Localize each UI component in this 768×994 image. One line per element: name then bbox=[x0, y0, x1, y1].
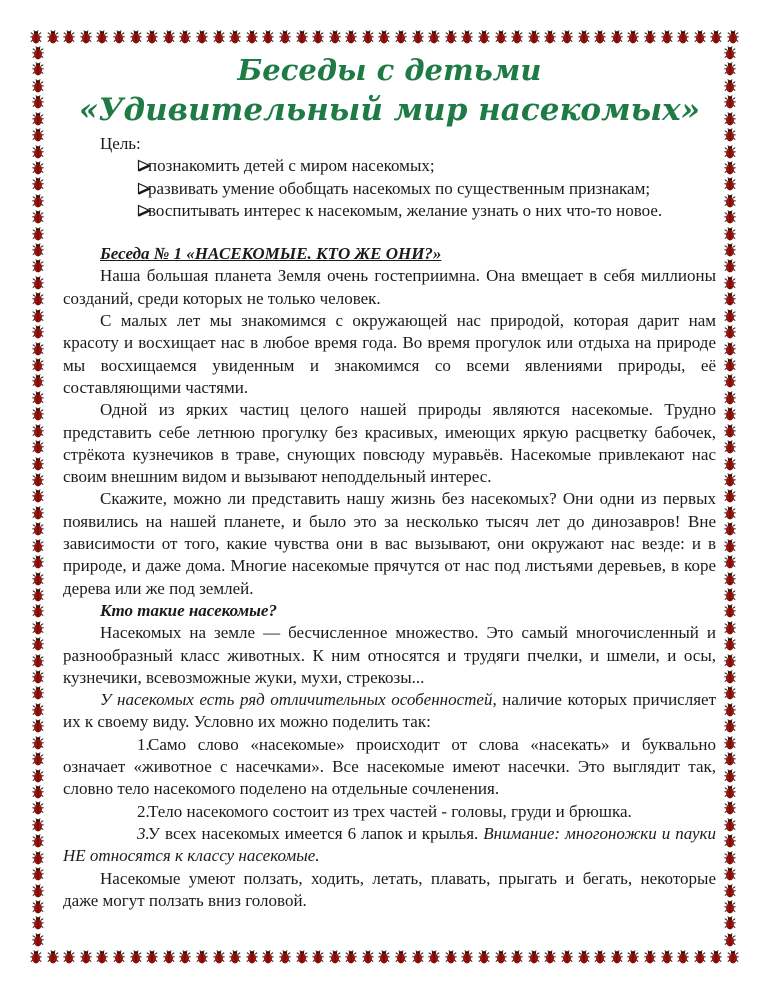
para bbox=[63, 622, 716, 689]
ladybug-icon bbox=[32, 933, 44, 947]
ladybug-icon bbox=[32, 95, 44, 109]
ladybug-icon bbox=[32, 342, 44, 356]
ladybug-icon bbox=[47, 30, 59, 44]
ladybug-icon bbox=[312, 950, 324, 964]
ladybug-icon bbox=[32, 785, 44, 799]
document-title bbox=[63, 48, 716, 130]
ladybug-icon bbox=[32, 407, 44, 421]
ladybug-icon bbox=[32, 161, 44, 175]
title-line-1: Беседы с детьми bbox=[237, 53, 542, 87]
ladybug-icon bbox=[296, 30, 308, 44]
text-run: У насекомых есть ряд отличительных особенностей, bbox=[100, 690, 497, 710]
text-run: Насекомые умеют ползать, ходить, летать, плавать, прыгать и бегать, некоторые даже могут ползать вниз головой. bbox=[63, 868, 716, 910]
ladybug-icon bbox=[378, 950, 390, 964]
ladybug-icon bbox=[644, 950, 656, 964]
ladybug-icon bbox=[611, 30, 623, 44]
goal-bullet-item bbox=[63, 200, 716, 222]
text-run: Скажите, можно ли представить нашу жизнь без насекомых? Они одни из первых появились на нашей планете, и было это за несколько тысяч лет до динозавров! Вне зависимости от того, какие чувства они в вас вызывают, они окружают нас везде: и в природе, и даже дома. Многие насекомые прячутся от нас под листьями деревьев, в коре дерева или же под землей. bbox=[63, 489, 716, 598]
ladybug-icon bbox=[395, 950, 407, 964]
ladybug-icon bbox=[32, 46, 44, 60]
ladybug-icon bbox=[32, 555, 44, 569]
ladybug-icon bbox=[32, 916, 44, 930]
ladybug-icon bbox=[80, 30, 92, 44]
ladybug-icon bbox=[528, 30, 540, 44]
ladybug-icon bbox=[561, 950, 573, 964]
ladybug-icon bbox=[229, 950, 241, 964]
ladybug-icon bbox=[724, 900, 736, 914]
ladybug-icon bbox=[246, 30, 258, 44]
ladybug-icon bbox=[32, 703, 44, 717]
ladybug-icon bbox=[511, 30, 523, 44]
ladybug-icon bbox=[279, 30, 291, 44]
ladybug-icon bbox=[724, 440, 736, 454]
ladybug-icon bbox=[32, 686, 44, 700]
ladybug-icon bbox=[32, 621, 44, 635]
ladybug-icon bbox=[32, 522, 44, 536]
ornament-border-top bbox=[30, 29, 739, 44]
ladybug-icon bbox=[724, 473, 736, 487]
ladybug-icon bbox=[32, 801, 44, 815]
ladybug-icon bbox=[32, 637, 44, 651]
list-number: 2. bbox=[137, 801, 150, 821]
ladybug-icon bbox=[32, 128, 44, 142]
ladybug-icon bbox=[32, 440, 44, 454]
ladybug-icon bbox=[724, 46, 736, 60]
ornament-border-left bbox=[31, 46, 44, 947]
ladybug-icon bbox=[495, 30, 507, 44]
goal-bullet-item bbox=[63, 178, 716, 200]
ladybug-icon bbox=[30, 30, 42, 44]
para bbox=[63, 310, 716, 399]
ladybug-icon bbox=[262, 950, 274, 964]
ornament-border-right bbox=[723, 46, 736, 947]
ladybug-icon bbox=[724, 637, 736, 651]
ladybug-icon bbox=[146, 30, 158, 44]
ladybug-icon bbox=[32, 506, 44, 520]
title-line-2: «Удивительный мир насекомых» bbox=[79, 92, 700, 128]
ladybug-icon bbox=[544, 950, 556, 964]
text-run: Наша большая планета Земля очень гостеприимна. Она вмещает в себя миллионы созданий, среди которых не только человек. bbox=[63, 266, 716, 308]
ladybug-icon bbox=[130, 950, 142, 964]
ladybug-icon bbox=[32, 358, 44, 372]
ladybug-icon bbox=[32, 112, 44, 126]
ladybug-icon bbox=[32, 884, 44, 898]
ladybug-icon bbox=[32, 719, 44, 733]
ladybug-icon bbox=[544, 30, 556, 44]
ladybug-icon bbox=[495, 950, 507, 964]
ladybug-icon bbox=[724, 210, 736, 224]
ladybug-icon bbox=[163, 950, 175, 964]
ladybug-icon bbox=[724, 276, 736, 290]
ladybug-icon bbox=[32, 194, 44, 208]
ladybug-icon bbox=[724, 933, 736, 947]
ladybug-icon bbox=[32, 227, 44, 241]
ladybug-icon bbox=[611, 950, 623, 964]
ladybug-icon bbox=[213, 30, 225, 44]
ladybug-icon bbox=[312, 30, 324, 44]
ladybug-icon bbox=[345, 30, 357, 44]
para bbox=[63, 399, 716, 488]
ladybug-icon bbox=[113, 30, 125, 44]
ladybug-icon bbox=[478, 950, 490, 964]
text-run: Само слово «насекомые» происходит от слова «насекать» и буквально означает «животное с насечками». Все насекомые имеют насечки. Это выглядит так, словно тело насекомого поделено на отдельные сочленения. bbox=[63, 734, 716, 799]
ladybug-icon bbox=[113, 950, 125, 964]
ladybug-icon bbox=[661, 950, 673, 964]
ladybug-icon bbox=[724, 292, 736, 306]
text-run: Кто такие насекомые? bbox=[100, 600, 277, 620]
heading bbox=[63, 243, 716, 265]
goal-bullet-text: познакомить детей с миром насекомых; bbox=[148, 156, 435, 176]
numbered-list-item bbox=[63, 801, 716, 823]
ladybug-icon bbox=[32, 374, 44, 388]
ladybug-icon bbox=[724, 243, 736, 257]
ladybug-icon bbox=[677, 30, 689, 44]
ladybug-icon bbox=[724, 424, 736, 438]
ladybug-icon bbox=[63, 950, 75, 964]
list-number: 3. bbox=[137, 823, 150, 843]
ladybug-icon bbox=[163, 30, 175, 44]
ladybug-icon bbox=[378, 30, 390, 44]
ladybug-icon bbox=[32, 736, 44, 750]
text-run: Внимание: многоножки и пауки НЕ относятся к классу насекомые. bbox=[63, 823, 716, 866]
numbered-list-item bbox=[63, 823, 716, 868]
ladybug-icon bbox=[724, 161, 736, 175]
ladybug-icon bbox=[345, 950, 357, 964]
bullet-marker bbox=[100, 178, 148, 200]
ladybug-icon bbox=[724, 834, 736, 848]
subheading bbox=[63, 600, 716, 622]
ladybug-icon bbox=[196, 30, 208, 44]
ladybug-icon bbox=[246, 950, 258, 964]
ladybug-icon bbox=[724, 719, 736, 733]
ladybug-icon bbox=[694, 950, 706, 964]
ladybug-icon bbox=[32, 79, 44, 93]
ladybug-icon bbox=[461, 30, 473, 44]
ladybug-icon bbox=[724, 506, 736, 520]
numbered-list-item bbox=[63, 734, 716, 801]
ladybug-icon bbox=[47, 950, 59, 964]
text-run: Тело насекомого состоит из трех частей - головы, груди и брюшка. bbox=[148, 801, 632, 821]
ladybug-icon bbox=[724, 95, 736, 109]
ladybug-icon bbox=[724, 391, 736, 405]
ladybug-icon bbox=[32, 145, 44, 159]
ladybug-icon bbox=[428, 950, 440, 964]
ladybug-icon bbox=[661, 30, 673, 44]
ladybug-icon bbox=[478, 30, 490, 44]
ladybug-icon bbox=[32, 752, 44, 766]
goal-bullet-text: развивать умение обобщать насекомых по существенным признакам; bbox=[148, 178, 651, 198]
para bbox=[63, 689, 716, 734]
ladybug-icon bbox=[727, 950, 739, 964]
ladybug-icon bbox=[329, 30, 341, 44]
ladybug-icon bbox=[445, 30, 457, 44]
ladybug-icon bbox=[412, 950, 424, 964]
ladybug-icon bbox=[80, 950, 92, 964]
ladybug-icon bbox=[63, 30, 75, 44]
ladybug-icon bbox=[724, 522, 736, 536]
goal-label: Цель: bbox=[100, 134, 141, 153]
ladybug-icon bbox=[724, 539, 736, 553]
ladybug-icon bbox=[32, 604, 44, 618]
para bbox=[63, 868, 716, 913]
ladybug-icon bbox=[724, 79, 736, 93]
ladybug-icon bbox=[196, 950, 208, 964]
ladybug-icon bbox=[32, 867, 44, 881]
ladybug-icon bbox=[724, 358, 736, 372]
text-run: У всех насекомых имеется 6 лапок и крылья. bbox=[148, 823, 484, 843]
ladybug-icon bbox=[724, 145, 736, 159]
goal-bullet-text: воспитывать интерес к насекомым, желание узнать о них что-то новое. bbox=[148, 200, 663, 220]
ladybug-icon bbox=[428, 30, 440, 44]
ladybug-icon bbox=[724, 670, 736, 684]
ladybug-icon bbox=[724, 801, 736, 815]
text-run: Одной из ярких частиц целого нашей природы являются насекомые. Трудно представить себе летнюю прогулку без красивых, имеющих яркую расцветку бабочек, стрёкота кузнечиков в траве, снующих повсюду муравьёв. Насекомые привлекают нас своим внешним видом и вызывают неподдельный интерес. bbox=[63, 400, 716, 487]
ladybug-icon bbox=[279, 950, 291, 964]
ladybug-icon bbox=[594, 950, 606, 964]
ladybug-icon bbox=[32, 325, 44, 339]
ladybug-icon bbox=[724, 555, 736, 569]
list-number: 1. bbox=[137, 734, 150, 754]
ladybug-icon bbox=[724, 736, 736, 750]
ladybug-icon bbox=[32, 424, 44, 438]
ladybug-icon bbox=[32, 818, 44, 832]
ladybug-icon bbox=[724, 654, 736, 668]
ladybug-icon bbox=[561, 30, 573, 44]
ladybug-icon bbox=[724, 374, 736, 388]
text-run: С малых лет мы знакомимся с окружающей нас природой, которая дарит нам красоту и восхищает нас в любое время года. Во время прогулок или отдыха на природе мы восхищаемся увиденным и знакомимся со всеми явлениями природы, её составляющими частями. bbox=[63, 311, 716, 397]
ladybug-icon bbox=[710, 30, 722, 44]
ladybug-icon bbox=[32, 457, 44, 471]
ladybug-icon bbox=[578, 950, 590, 964]
ladybug-icon bbox=[528, 950, 540, 964]
ladybug-icon bbox=[724, 227, 736, 241]
document-content bbox=[63, 48, 716, 912]
ladybug-icon bbox=[724, 621, 736, 635]
ladybug-icon bbox=[32, 539, 44, 553]
ladybug-icon bbox=[32, 292, 44, 306]
ladybug-icon bbox=[627, 30, 639, 44]
ladybug-icon bbox=[724, 342, 736, 356]
ladybug-icon bbox=[724, 62, 736, 76]
goal-bullet-item bbox=[63, 155, 716, 177]
ladybug-icon bbox=[146, 950, 158, 964]
ladybug-icon bbox=[594, 30, 606, 44]
ladybug-icon bbox=[96, 30, 108, 44]
bullet-marker bbox=[100, 200, 148, 222]
ladybug-icon bbox=[32, 670, 44, 684]
text-run: Беседа № 1 «НАСЕКОМЫЕ. КТО ЖЕ ОНИ?» bbox=[100, 244, 442, 264]
ladybug-icon bbox=[329, 950, 341, 964]
ladybug-icon bbox=[32, 900, 44, 914]
ladybug-icon bbox=[578, 30, 590, 44]
para bbox=[63, 488, 716, 599]
body-text bbox=[63, 243, 716, 912]
ladybug-icon bbox=[96, 950, 108, 964]
ladybug-icon bbox=[362, 950, 374, 964]
ladybug-icon bbox=[724, 489, 736, 503]
ladybug-icon bbox=[724, 112, 736, 126]
ladybug-icon bbox=[32, 473, 44, 487]
ladybug-icon bbox=[32, 769, 44, 783]
ladybug-icon bbox=[724, 818, 736, 832]
ladybug-icon bbox=[644, 30, 656, 44]
ladybug-icon bbox=[32, 309, 44, 323]
ladybug-icon bbox=[724, 309, 736, 323]
bullet-marker bbox=[100, 155, 148, 177]
ladybug-icon bbox=[32, 177, 44, 191]
ladybug-icon bbox=[32, 243, 44, 257]
ladybug-icon bbox=[724, 259, 736, 273]
text-run: Насекомых на земле — бесчисленное множество. Это самый многочисленный и разнообразный класс животных. К ним относятся и трудяги пчелки, и шмели, и осы, кузнечики, всевозможные жуки, мухи, стрекозы... bbox=[63, 623, 716, 687]
ladybug-icon bbox=[724, 128, 736, 142]
ladybug-icon bbox=[32, 391, 44, 405]
ladybug-icon bbox=[724, 851, 736, 865]
ladybug-icon bbox=[32, 851, 44, 865]
ladybug-icon bbox=[30, 950, 42, 964]
ladybug-icon bbox=[32, 489, 44, 503]
ladybug-icon bbox=[445, 950, 457, 964]
ladybug-icon bbox=[724, 752, 736, 766]
ladybug-icon bbox=[32, 834, 44, 848]
ladybug-icon bbox=[724, 325, 736, 339]
text-run: наличие которых причисляет их к своему виду. Условно их можно поделить так: bbox=[63, 690, 717, 732]
ladybug-icon bbox=[724, 785, 736, 799]
ladybug-icon bbox=[32, 572, 44, 586]
ladybug-icon bbox=[511, 950, 523, 964]
ladybug-icon bbox=[724, 572, 736, 586]
ladybug-icon bbox=[724, 407, 736, 421]
ladybug-icon bbox=[724, 588, 736, 602]
ladybug-icon bbox=[694, 30, 706, 44]
ladybug-icon bbox=[262, 30, 274, 44]
ladybug-icon bbox=[724, 686, 736, 700]
ladybug-icon bbox=[724, 884, 736, 898]
ladybug-icon bbox=[724, 194, 736, 208]
ladybug-icon bbox=[724, 769, 736, 783]
ladybug-icon bbox=[627, 950, 639, 964]
ladybug-icon bbox=[213, 950, 225, 964]
ladybug-icon bbox=[32, 259, 44, 273]
ladybug-icon bbox=[32, 588, 44, 602]
ladybug-icon bbox=[727, 30, 739, 44]
ladybug-icon bbox=[179, 950, 191, 964]
ladybug-icon bbox=[179, 30, 191, 44]
ladybug-icon bbox=[724, 703, 736, 717]
ladybug-icon bbox=[229, 30, 241, 44]
ladybug-icon bbox=[677, 950, 689, 964]
ladybug-icon bbox=[296, 950, 308, 964]
ornament-border-bottom bbox=[30, 949, 739, 964]
ladybug-icon bbox=[32, 62, 44, 76]
ladybug-icon bbox=[724, 916, 736, 930]
ladybug-icon bbox=[32, 654, 44, 668]
para bbox=[63, 265, 716, 310]
ladybug-icon bbox=[395, 30, 407, 44]
ladybug-icon bbox=[130, 30, 142, 44]
ladybug-icon bbox=[724, 177, 736, 191]
ladybug-icon bbox=[362, 30, 374, 44]
ladybug-icon bbox=[710, 950, 722, 964]
ladybug-icon bbox=[461, 950, 473, 964]
goal-list bbox=[63, 155, 716, 222]
ladybug-icon bbox=[724, 457, 736, 471]
ladybug-icon bbox=[32, 210, 44, 224]
ladybug-icon bbox=[32, 276, 44, 290]
ladybug-icon bbox=[412, 30, 424, 44]
ladybug-icon bbox=[724, 867, 736, 881]
ladybug-icon bbox=[724, 604, 736, 618]
